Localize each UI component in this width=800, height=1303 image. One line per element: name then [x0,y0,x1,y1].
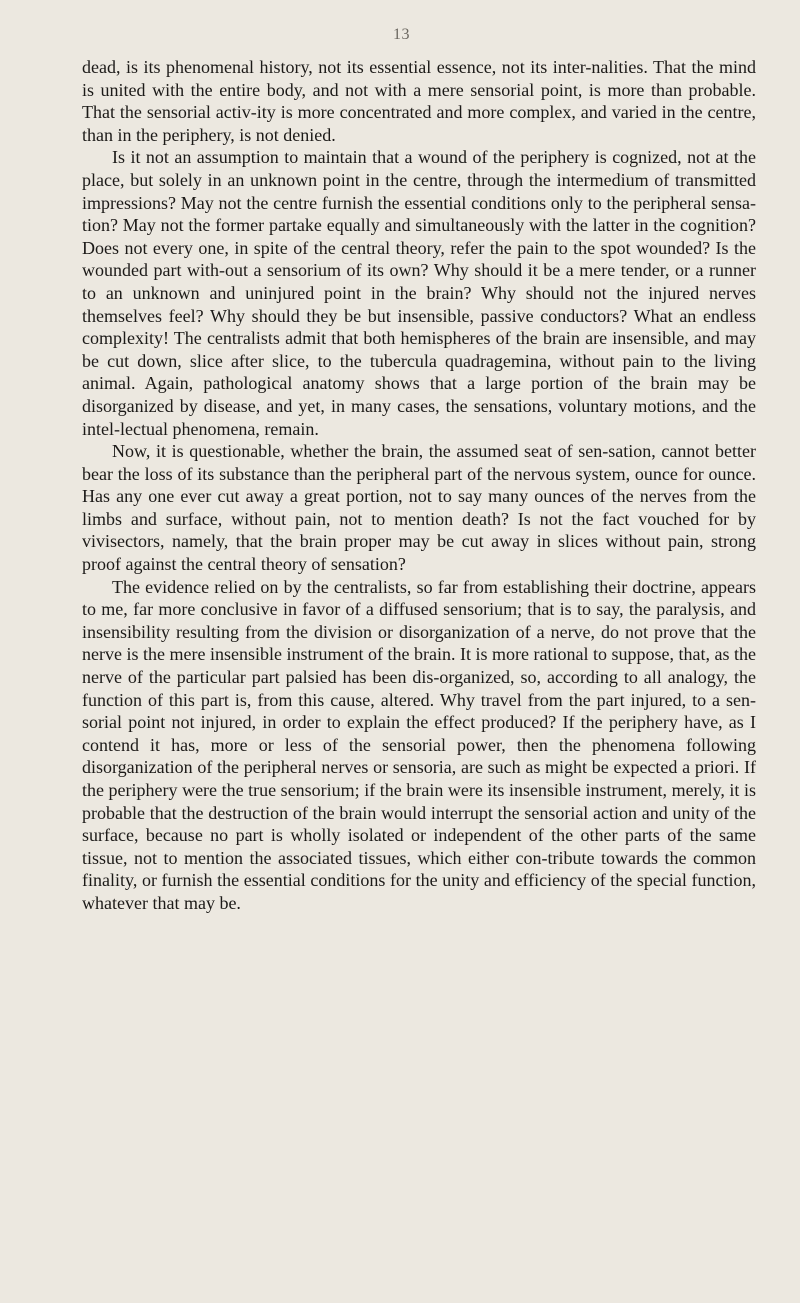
page-number: 13 [393,26,410,43]
paragraph-continuation: dead, is its phenomenal history, not its essential essence, not its inter-nalities. That the mind is united with the entire body, and not with a mere sensorial point, is more than probable. That the sensorial activ-ity is more concentrated and more complex, and varied in the centre, than in the periphery, is not denied. [82,57,756,145]
paragraph-evidence-centralists: The evidence relied on by the centralists, so far from establishing their doctrine, appears to me, far more conclusive in favor of a diffused sensorium; that is to say, the paralysis, and insensibility resulting from the division or disorganization of a nerve, do not prove that the nerve is the mere insensible instrument of the brain. It is more rational to suppose, that, as the nerve of the particular part palsied has been dis-organized, so, according to all analogy, the function of this part is, from this cause, altered. Why travel from the part injured, to a sen-sorial point not injured, in order to explain the effect produced? If the periphery have, as I contend it has, more or less of the sensorial power, then the phenomena following disorganization of the peripheral nerves or sensoria, are such as might be expected a priori. If the periphery were the true sensorium; if the brain were its insensible instrument, merely, it is probable that the destruction of the brain would interrupt the sensorial action and unity of the surface, because no part is wholly isolated or independent of the other parts of the same tissue, not to mention the associated tissues, which either con-tribute towards the common finality, or furnish the essential conditions for the unity and efficiency of the special function, whatever that may be. [82,576,756,913]
paragraph-brain-substance: Now, it is questionable, whether the brain, the assumed seat of sen-sation, cannot better bear the loss of its substance than the peripheral part of the nervous system, ounce for ounce. Has any one ever cut away a great portion, not to say many ounces of the nerves from the limbs and surface, without pain, not to mention death? Is not the fact vouched for by vivisectors, namely, that the brain proper may be cut away in slices without pain, strong proof against the central theory of sensation? [82,441,756,575]
paragraph-wound-periphery: Is it not an assumption to maintain that a wound of the periphery is cognized, not at the place, but solely in an unknown point in the centre, through the intermedium of transmitted impressions? May not the centre furnish the essential conditions only to the peripheral sensa-tion? May not the former partake equally and simultaneously with the latter in the cognition? Does not every one, in spite of the central theory, refer the pain to the spot wounded? Is the wounded part with-out a sensorium of its own? Why should it be a mere tender, or a runner to an unknown and uninjured point in the brain? Why should not the injured nerves themselves feel? Why should they be but insensible, passive conductors? What an endless complexity! The centralists admit that both hemispheres of the brain are insensible, and may be cut down, slice after slice, to the tubercula quadragemina, without pain to the living animal. Again, pathological anatomy shows that a large portion of the brain may be disorganized by disease, and yet, in many cases, the sensations, voluntary motions, and the intel-lectual phenomena, remain. [82,147,756,439]
